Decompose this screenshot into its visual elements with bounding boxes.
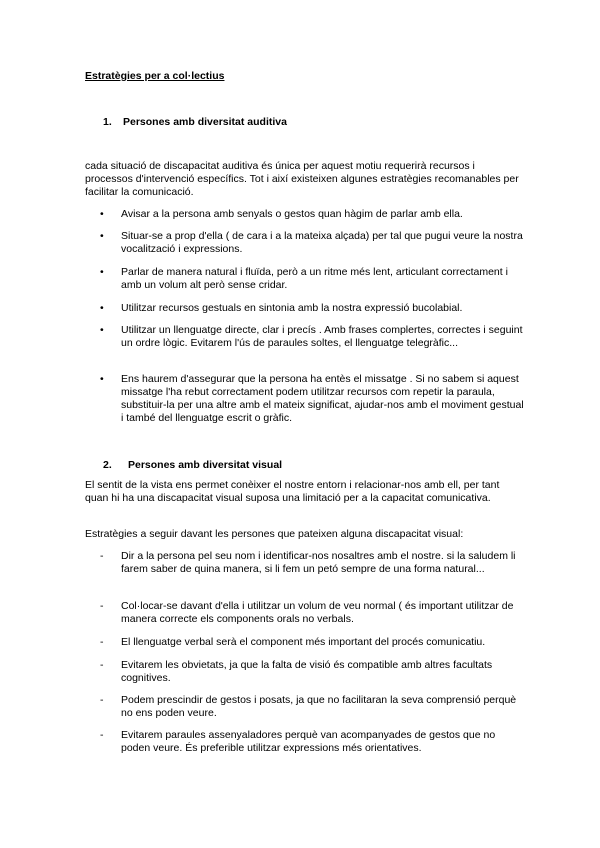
dash-marker: - — [100, 600, 104, 612]
list-item-text: Evitarem paraules assenyaladores perquè van acompanyades de gestos que no poden veure. És preferible utilitzar expressions més orientatives. — [121, 729, 496, 754]
dash-marker: - — [100, 659, 104, 671]
dash-marker: - — [100, 694, 104, 706]
list-item — [100, 659, 525, 685]
bullet-marker: • — [100, 208, 104, 220]
list-item — [100, 550, 525, 576]
list-item-text: Utilitzar un llenguatge directe, clar i precís . Amb frases complertes, correctes i seguint un ordre lògic. Evitarem l'ús de paraules soltes, el llenguatge telegràfic... — [121, 324, 523, 349]
list-item-text: Evitarem les obvietats, ja que la falta de visió és compatible amb altres facultats cognitives. — [121, 659, 493, 684]
section-2-heading-text: Persones amb diversitat visual — [128, 459, 283, 471]
document-title: Estratègies per a col·lectius — [85, 70, 225, 82]
bullet-marker: • — [100, 230, 104, 242]
dash-marker: - — [100, 636, 104, 648]
list-item-text: Parlar de manera natural i fluïda, però a un ritme més lent, articulant correctament i amb un volum alt però sense cridar. — [121, 266, 508, 291]
list-item — [100, 324, 525, 350]
dash-marker: - — [100, 729, 104, 741]
section-2-intro: El sentit de la vista ens permet conèixer el nostre entorn i relacionar-nos amb ell, per tant quan hi ha una discapacitat visual suposa una limitació per a la capacitat comunicativa. — [85, 479, 500, 504]
list-item-text: Situar-se a prop d'ella ( de cara i a la mateixa alçada) per tal que pugui veure la nostra vocalització i expressions. — [121, 230, 523, 255]
dash-marker: - — [100, 550, 104, 562]
list-item — [100, 729, 525, 755]
list-item — [100, 600, 525, 626]
section-1-heading — [103, 116, 287, 128]
section-2-heading — [103, 459, 282, 471]
list-item-text: Dir a la persona pel seu nom i identificar-nos nosaltres amb el nostre. si la saludem li farem saber de quina manera, si li fem un petó sempre de una forma natural... — [121, 550, 516, 575]
list-item-text: Ens haurem d'assegurar que la persona ha entès el missatge . Si no sabem si aquest missatge l'ha rebut correctament podem utilitzar recursos com repetir la paraula, substituir-la per una altre amb el mateix significat, ajudar-nos amb el moviment gestual i també del llenguatge escrit o gràfic. — [121, 373, 524, 424]
bullet-marker: • — [100, 302, 104, 314]
list-item — [100, 636, 525, 649]
bullet-marker: • — [100, 324, 104, 336]
list-item-text: Utilitzar recursos gestuals en sintonia amb la nostra expressió bucolabial. — [121, 302, 463, 314]
bullet-marker: • — [100, 373, 104, 385]
list-item — [100, 208, 525, 221]
list-item — [100, 373, 525, 425]
section-1-number: 1. — [103, 116, 112, 128]
section-2-number: 2. — [103, 459, 112, 471]
bullet-marker: • — [100, 266, 104, 278]
list-item-text: Avisar a la persona amb senyals o gestos quan hàgim de parlar amb ella. — [121, 208, 463, 220]
list-item-text: Col·locar-se davant d'ella i utilitzar un volum de veu normal ( és important utilitzar de manera correcte els components orals no verbals. — [121, 600, 514, 625]
section-2-intro-2: Estratègies a seguir davant les persones que pateixen alguna discapacitat visual: — [85, 528, 464, 540]
list-item — [100, 694, 525, 720]
list-item — [100, 302, 525, 315]
section-1-heading-text: Persones amb diversitat auditiva — [123, 116, 287, 128]
list-item-text: El llenguatge verbal serà el component més important del procés comunicatiu. — [121, 636, 486, 648]
list-item — [100, 266, 525, 292]
list-item — [100, 230, 525, 256]
list-item-text: Podem prescindir de gestos i posats, ja que no facilitaran la seva comprensió perquè no ens poden veure. — [121, 694, 517, 719]
section-1-intro: cada situació de discapacitat auditiva és única per aquest motiu requerirà recursos i processos d'intervenció específics. Tot i així existeixen algunes estratègies recomanables per facilitar la comunicació. — [85, 160, 519, 198]
